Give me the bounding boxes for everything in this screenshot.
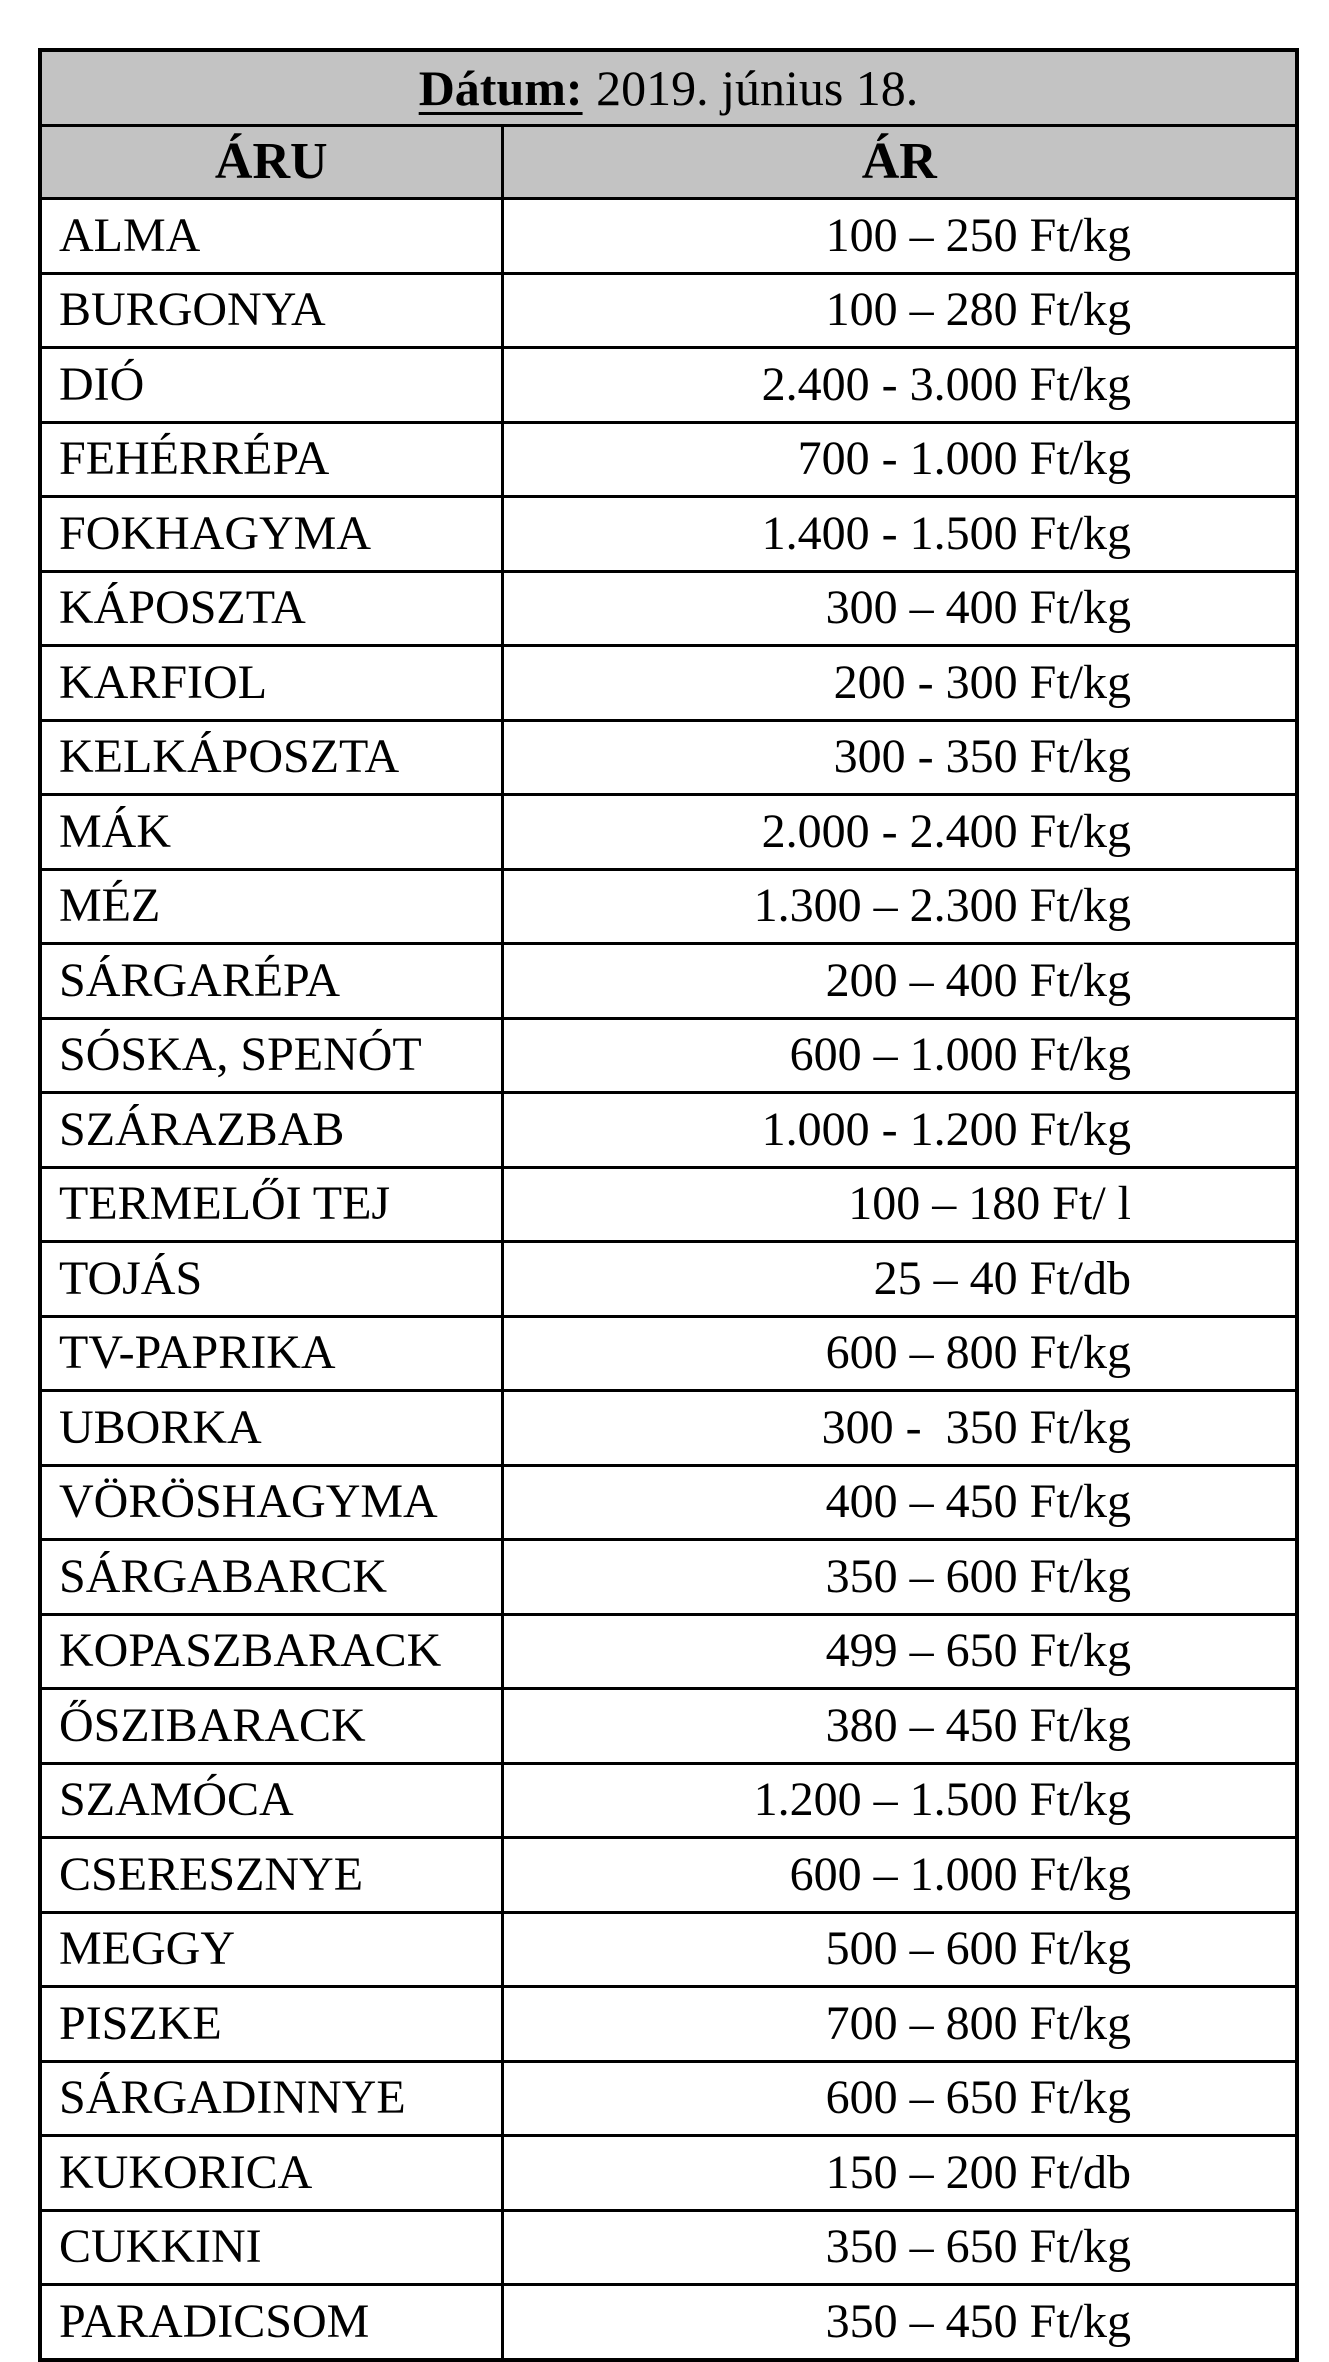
table-row bbox=[40, 1391, 1297, 1466]
price-cell: 1.300 – 2.300 Ft/kg bbox=[502, 869, 1297, 944]
price-cell: 700 - 1.000 Ft/kg bbox=[502, 422, 1297, 497]
table-row bbox=[40, 2061, 1297, 2136]
price-cell: 200 – 400 Ft/kg bbox=[502, 944, 1297, 1019]
product-cell: PARADICSOM bbox=[40, 2285, 502, 2360]
table-row bbox=[40, 1614, 1297, 1689]
price-cell: 350 – 650 Ft/kg bbox=[502, 2210, 1297, 2285]
table-row bbox=[40, 1465, 1297, 1540]
table-row bbox=[40, 199, 1297, 274]
table-row bbox=[40, 1540, 1297, 1615]
price-cell: 350 – 450 Ft/kg bbox=[502, 2285, 1297, 2360]
table-row bbox=[40, 795, 1297, 870]
price-cell: 300 - 350 Ft/kg bbox=[502, 1391, 1297, 1466]
product-cell: VÖRÖSHAGYMA bbox=[40, 1465, 502, 1540]
product-cell: MÉZ bbox=[40, 869, 502, 944]
product-cell: UBORKA bbox=[40, 1391, 502, 1466]
table-row bbox=[40, 1763, 1297, 1838]
product-cell: KUKORICA bbox=[40, 2136, 502, 2211]
price-cell: 2.000 - 2.400 Ft/kg bbox=[502, 795, 1297, 870]
table-row bbox=[40, 646, 1297, 721]
product-cell: KOPASZBARACK bbox=[40, 1614, 502, 1689]
price-cell: 1.000 - 1.200 Ft/kg bbox=[502, 1093, 1297, 1168]
date-label: Dátum: bbox=[418, 60, 583, 116]
table-row bbox=[40, 1912, 1297, 1987]
price-cell: 1.400 - 1.500 Ft/kg bbox=[502, 497, 1297, 572]
product-cell: ALMA bbox=[40, 199, 502, 274]
product-cell: SÓSKA, SPENÓT bbox=[40, 1018, 502, 1093]
price-cell: 700 – 800 Ft/kg bbox=[502, 1987, 1297, 2062]
product-cell: CUKKINI bbox=[40, 2210, 502, 2285]
product-cell: CSERESZNYE bbox=[40, 1838, 502, 1913]
table-row bbox=[40, 2285, 1297, 2360]
price-cell: 300 – 400 Ft/kg bbox=[502, 571, 1297, 646]
price-cell: 200 - 300 Ft/kg bbox=[502, 646, 1297, 721]
table-row bbox=[40, 1987, 1297, 2062]
price-cell: 600 – 1.000 Ft/kg bbox=[502, 1018, 1297, 1093]
price-cell: 100 – 180 Ft/ l bbox=[502, 1167, 1297, 1242]
table-row bbox=[40, 1093, 1297, 1168]
table-row bbox=[40, 1242, 1297, 1317]
product-cell: MÁK bbox=[40, 795, 502, 870]
table-row bbox=[40, 273, 1297, 348]
product-cell: DIÓ bbox=[40, 348, 502, 423]
price-cell: 400 – 450 Ft/kg bbox=[502, 1465, 1297, 1540]
table-row bbox=[40, 720, 1297, 795]
market-price-table bbox=[38, 48, 1299, 2362]
table-row bbox=[40, 422, 1297, 497]
price-cell: 600 – 650 Ft/kg bbox=[502, 2061, 1297, 2136]
product-cell: TV-PAPRIKA bbox=[40, 1316, 502, 1391]
price-cell: 380 – 450 Ft/kg bbox=[502, 1689, 1297, 1764]
price-cell: 350 – 600 Ft/kg bbox=[502, 1540, 1297, 1615]
table-row bbox=[40, 571, 1297, 646]
table-row bbox=[40, 2210, 1297, 2285]
price-cell: 600 – 1.000 Ft/kg bbox=[502, 1838, 1297, 1913]
product-cell: SÁRGABARCK bbox=[40, 1540, 502, 1615]
product-cell: KÁPOSZTA bbox=[40, 571, 502, 646]
product-cell: PISZKE bbox=[40, 1987, 502, 2062]
table-row bbox=[40, 1689, 1297, 1764]
price-cell: 150 – 200 Ft/db bbox=[502, 2136, 1297, 2211]
price-cell: 500 – 600 Ft/kg bbox=[502, 1912, 1297, 1987]
price-cell: 300 - 350 Ft/kg bbox=[502, 720, 1297, 795]
date-value: 2019. június 18. bbox=[596, 60, 919, 116]
product-cell: SÁRGADINNYE bbox=[40, 2061, 502, 2136]
table-row bbox=[40, 348, 1297, 423]
table-row bbox=[40, 1018, 1297, 1093]
price-cell: 600 – 800 Ft/kg bbox=[502, 1316, 1297, 1391]
product-cell: SZÁRAZBAB bbox=[40, 1093, 502, 1168]
price-cell: 100 – 250 Ft/kg bbox=[502, 199, 1297, 274]
price-cell: 1.200 – 1.500 Ft/kg bbox=[502, 1763, 1297, 1838]
table-row bbox=[40, 2136, 1297, 2211]
product-cell: ŐSZIBARACK bbox=[40, 1689, 502, 1764]
table-row bbox=[40, 944, 1297, 1019]
price-cell: 2.400 - 3.000 Ft/kg bbox=[502, 348, 1297, 423]
date-row bbox=[40, 50, 1297, 126]
table-row bbox=[40, 1167, 1297, 1242]
product-cell: KELKÁPOSZTA bbox=[40, 720, 502, 795]
date-cell bbox=[40, 50, 1297, 126]
column-header-row bbox=[40, 126, 1297, 199]
table-row bbox=[40, 1316, 1297, 1391]
product-cell: FEHÉRRÉPA bbox=[40, 422, 502, 497]
product-cell: SÁRGARÉPA bbox=[40, 944, 502, 1019]
product-cell: KARFIOL bbox=[40, 646, 502, 721]
product-cell: TOJÁS bbox=[40, 1242, 502, 1317]
product-cell: BURGONYA bbox=[40, 273, 502, 348]
price-cell: 100 – 280 Ft/kg bbox=[502, 273, 1297, 348]
product-cell: SZAMÓCA bbox=[40, 1763, 502, 1838]
column-header-aru: ÁRU bbox=[40, 126, 502, 199]
table-row bbox=[40, 1838, 1297, 1913]
table-row bbox=[40, 869, 1297, 944]
table-row bbox=[40, 497, 1297, 572]
price-cell: 25 – 40 Ft/db bbox=[502, 1242, 1297, 1317]
price-cell: 499 – 650 Ft/kg bbox=[502, 1614, 1297, 1689]
product-cell: FOKHAGYMA bbox=[40, 497, 502, 572]
product-cell: MEGGY bbox=[40, 1912, 502, 1987]
product-cell: TERMELŐI TEJ bbox=[40, 1167, 502, 1242]
column-header-ar: ÁR bbox=[502, 126, 1297, 199]
